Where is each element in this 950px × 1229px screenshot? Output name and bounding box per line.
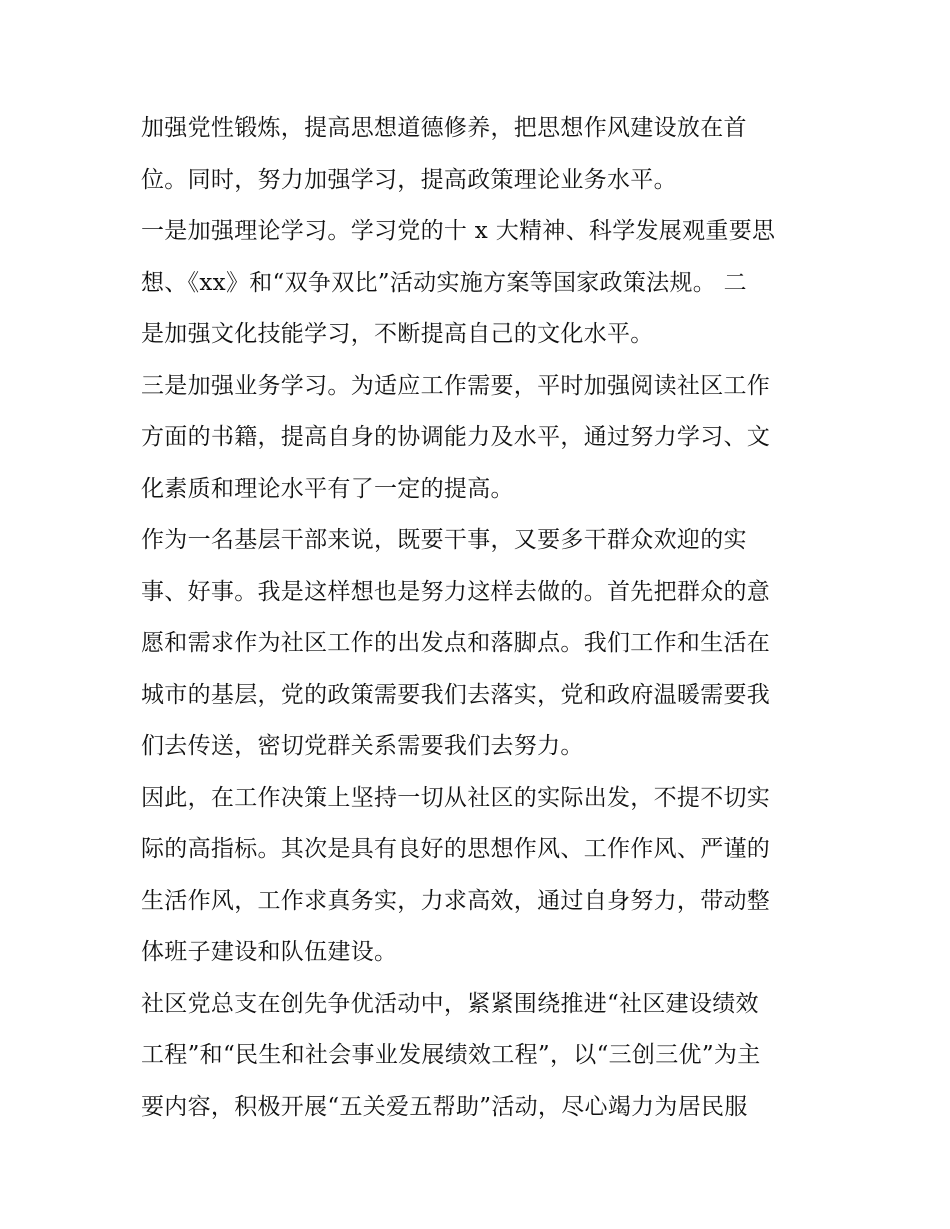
paragraph-2 xyxy=(141,206,821,361)
text-line: 化素质和理论水平有了一定的提高。 xyxy=(141,475,514,502)
document-body xyxy=(141,103,821,1133)
text-line: 际的高指标。其次是具有良好的思想作风、工作作风、严谨的 xyxy=(141,836,771,862)
paragraph-5 xyxy=(141,773,821,979)
text-line: 工程”和“民生和社会事业发展绩效工程”，以“三创三优”为主 xyxy=(141,1042,761,1068)
text-line: 生活作风，工作求真务实，力求高效，通过自身努力，带动整 xyxy=(141,887,771,914)
text-line: 们去传送，密切党群关系需要我们去努力。 xyxy=(141,733,584,759)
text-line: 体班子建设和队伍建设。 xyxy=(141,939,398,965)
text-line: 愿和需求作为社区工作的出发点和落脚点。我们工作和生活在 xyxy=(141,630,771,656)
text-line: 方面的书籍，提高自身的协调能力及水平，通过努力学习、文 xyxy=(141,424,771,450)
text-line: 一是加强理论学习。学习党的十 x 大精神、科学发展观重要思 xyxy=(141,218,776,244)
text-line: 因此，在工作决策上坚持一切从社区的实际出发，不提不切实 xyxy=(141,784,771,811)
text-line: 想、《xx》和“双争双比”活动实施方案等国家政策法规。 二 xyxy=(141,269,747,296)
text-line: 事、好事。我是这样想也是努力这样去做的。首先把群众的意 xyxy=(141,578,771,605)
text-line: 作为一名基层干部来说，既要干事，又要多干群众欢迎的实 xyxy=(141,527,747,553)
text-line: 是加强文化技能学习，不断提高自己的文化水平。 xyxy=(141,321,654,347)
text-line: 城市的基层，党的政策需要我们去落实，党和政府温暖需要我 xyxy=(141,681,771,708)
text-line: 加强党性锻炼，提高思想道德修养，把思想作风建设放在首 xyxy=(141,115,747,141)
paragraph-6 xyxy=(141,979,821,1134)
paragraph-4 xyxy=(141,515,821,773)
text-line: 位。同时，努力加强学习，提高政策理论业务水平。 xyxy=(141,166,677,193)
text-line: 社区党总支在创先争优活动中，紧紧围绕推进“社区建设绩效 xyxy=(141,990,759,1017)
text-line: 要内容，积极开展“五关爱五帮助”活动，尽心竭力为居民服 xyxy=(141,1093,748,1120)
text-line: 三是加强业务学习。为适应工作需要，平时加强阅读社区工作 xyxy=(141,372,771,399)
paragraph-1 xyxy=(141,103,821,206)
paragraph-3 xyxy=(141,361,821,516)
